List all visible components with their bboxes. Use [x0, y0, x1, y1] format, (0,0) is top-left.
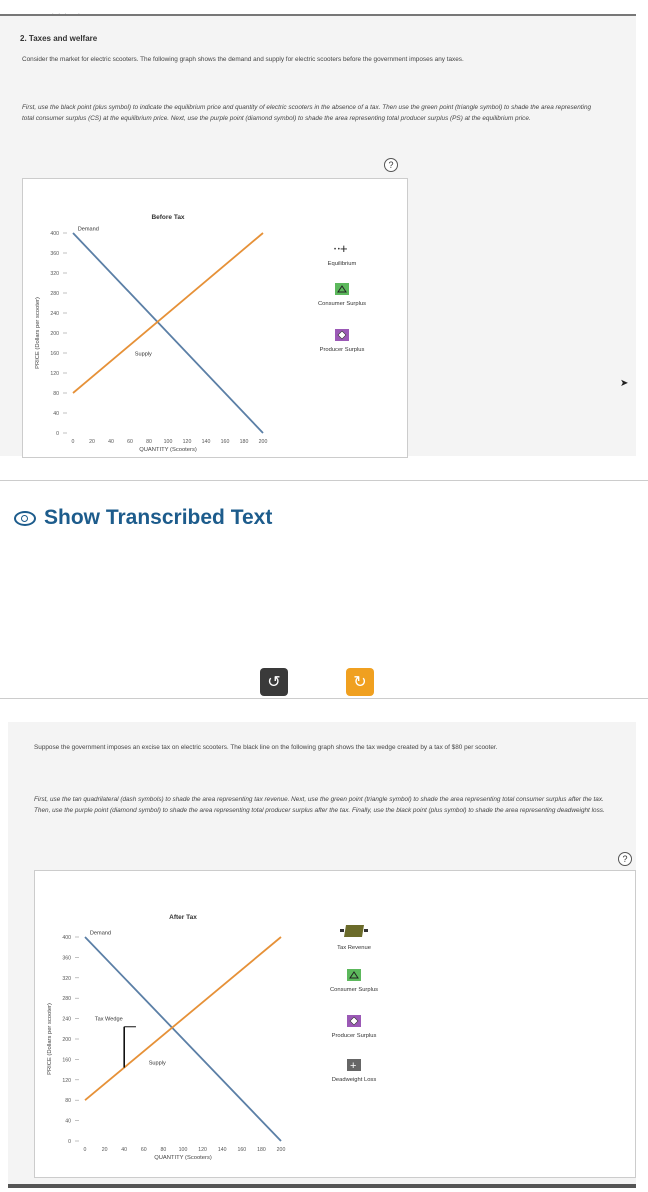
y-tick-label: 40 — [53, 411, 59, 417]
demand-line — [85, 937, 281, 1141]
x-tick-label: 40 — [121, 1147, 128, 1153]
y-tick-label: 280 — [50, 291, 59, 297]
before-tax-graph[interactable] — [23, 179, 407, 457]
intro-text: Consider the market for electric scooters. The following graph shows the demand and supply for electric scooters before the government imposes any taxes. — [22, 56, 464, 63]
after-tax-graph[interactable] — [35, 871, 335, 1177]
legend-tax-revenue-label: Tax Revenue — [337, 945, 371, 951]
supply-label: Supply — [148, 1060, 166, 1067]
y-tick-label: 160 — [50, 351, 59, 357]
x-axis-label: QUANTITY (Scooters) — [139, 447, 197, 453]
x-tick-label: 160 — [220, 439, 230, 445]
tax-text: Suppose the government imposes an excise tax on electric scooters. The black line on the following graph shows the tax wedge created by a tax of $80 per scooter. — [34, 744, 498, 751]
triangle-icon — [347, 969, 361, 983]
legend-tax-revenue[interactable] — [309, 923, 399, 951]
y-tick-label: 160 — [62, 1057, 71, 1064]
x-tick-label: 160 — [237, 1147, 247, 1153]
y-tick-label: 320 — [62, 975, 71, 982]
chart-title: After Tax — [169, 914, 197, 921]
legend-cs-2[interactable] — [309, 969, 399, 993]
before-tax-panel — [0, 14, 636, 456]
instructions-text: First, use the black point (plus symbol) to indicate the equilibrium price and quantity of electric scooters in the absence of a tax. Then use the green point (triangle symbol) to shade the area representing total consumer surplus (CS) at the equilibrium price. Next, use the purple point (diamond symbol) to shade the area representing total producer surplus (PS) at the equilibrium price. — [22, 104, 592, 122]
x-tick-label: 60 — [127, 439, 133, 445]
y-tick-label: 320 — [50, 271, 59, 277]
svg-text:+: + — [340, 241, 348, 255]
y-tick-label: 120 — [50, 371, 59, 377]
tax-revenue-icon — [340, 923, 368, 941]
y-tick-label: 80 — [65, 1098, 71, 1105]
tax-wedge-label: Tax Wedge — [94, 1016, 123, 1023]
x-tick-label: 100 — [163, 439, 173, 445]
y-axis-label: PRICE (Dollars per scooter) — [35, 297, 41, 369]
y-tick-label: 400 — [62, 935, 71, 941]
y-tick-label: 200 — [50, 331, 59, 337]
x-tick-label: 0 — [71, 439, 75, 445]
y-axis-label: PRICE (Dollars per scooter) — [47, 1003, 53, 1075]
legend-cs-label: Consumer Surplus — [317, 301, 366, 307]
divider-top — [0, 480, 648, 481]
legend-equilibrium-label: Equilibrium — [327, 261, 357, 267]
x-tick-label: 120 — [182, 439, 192, 445]
legend-dwl[interactable] — [309, 1059, 399, 1083]
undo-icon: ↺ — [267, 674, 281, 691]
x-tick-label: 80 — [160, 1147, 167, 1153]
legend-dwl-label: Deadweight Loss — [331, 1077, 377, 1083]
show-transcribed-link[interactable] — [14, 506, 272, 530]
divider-bottom — [0, 698, 648, 699]
x-tick-label: 100 — [178, 1147, 188, 1153]
legend-ps[interactable] — [297, 329, 387, 353]
y-tick-label: 40 — [65, 1118, 71, 1125]
svg-text:+: + — [350, 1060, 357, 1071]
x-tick-label: 60 — [140, 1147, 147, 1153]
legend-ps-label: Producer Surplus — [319, 347, 365, 353]
undo-button[interactable] — [260, 668, 288, 696]
y-tick-label: 400 — [50, 231, 59, 237]
x-tick-label: 0 — [83, 1147, 87, 1153]
x-axis-label: QUANTITY (Scooters) — [154, 1155, 212, 1161]
y-tick-label: 200 — [62, 1037, 71, 1043]
x-tick-label: 40 — [108, 439, 114, 445]
help-icon-2[interactable]: ? — [618, 852, 632, 866]
demand-line — [73, 233, 263, 433]
y-tick-label: 0 — [68, 1139, 71, 1145]
chart-before-tax — [22, 178, 408, 458]
demand-label: Demand — [89, 930, 112, 937]
y-tick-label: 280 — [62, 996, 71, 1003]
y-tick-label: 120 — [62, 1077, 71, 1084]
svg-text:• •: • • — [334, 247, 340, 253]
x-tick-label: 180 — [239, 439, 249, 445]
y-tick-label: 240 — [50, 311, 59, 317]
x-tick-label: 80 — [146, 439, 152, 445]
eye-icon — [14, 511, 36, 526]
supply-label: Supply — [134, 351, 152, 358]
x-tick-label: 180 — [257, 1147, 266, 1153]
legend-cs[interactable] — [297, 283, 387, 307]
demand-label: Demand — [77, 226, 99, 233]
legend-cs-2-label: Consumer Surplus — [329, 987, 378, 993]
help-icon[interactable]: ? — [384, 158, 398, 172]
after-tax-panel — [8, 722, 636, 1188]
x-tick-label: 140 — [217, 1147, 227, 1153]
x-tick-label: 200 — [258, 439, 268, 445]
plus-square-icon — [347, 1059, 361, 1073]
x-tick-label: 20 — [101, 1147, 108, 1153]
plus-icon — [332, 241, 352, 257]
y-tick-label: 360 — [50, 251, 59, 257]
legend-ps-2[interactable] — [309, 1015, 399, 1039]
question-title: 2. Taxes and welfare — [20, 34, 98, 43]
y-tick-label: 240 — [62, 1016, 71, 1023]
y-tick-label: 0 — [56, 431, 59, 437]
show-transcribed-label: Show Transcribed Text — [44, 506, 273, 529]
chart-after-tax — [34, 870, 636, 1178]
legend-ps-2-label: Producer Surplus — [331, 1033, 377, 1039]
legend-equilibrium[interactable] — [297, 241, 387, 267]
diamond-icon — [347, 1015, 361, 1029]
instructions-text-2: First, use the tan quadrilateral (dash symbols) to shade the area representing tax revenue. Next, use the green point (triangle symbol) to shade the area representing total consumer surplus after the tax. Then, use the purple point (diamond symbol) to shade the area representing total producer surplus after the tax. Finally, use the black point (plus symbol) to shade the area representing deadweight loss. — [34, 796, 605, 814]
mouse-cursor-icon: ➤ — [620, 378, 629, 389]
diamond-icon — [335, 329, 349, 343]
supply-line — [73, 233, 263, 393]
redo-icon: ↻ — [353, 674, 367, 691]
x-tick-label: 20 — [89, 439, 95, 445]
chart-title: Before Tax — [151, 214, 185, 221]
y-tick-label: 360 — [62, 955, 71, 962]
x-tick-label: 120 — [198, 1147, 207, 1153]
y-tick-label: 80 — [53, 391, 59, 397]
x-tick-label: 140 — [201, 439, 211, 445]
x-tick-label: 200 — [276, 1147, 286, 1153]
redo-button[interactable] — [346, 668, 374, 696]
triangle-icon — [335, 283, 349, 297]
